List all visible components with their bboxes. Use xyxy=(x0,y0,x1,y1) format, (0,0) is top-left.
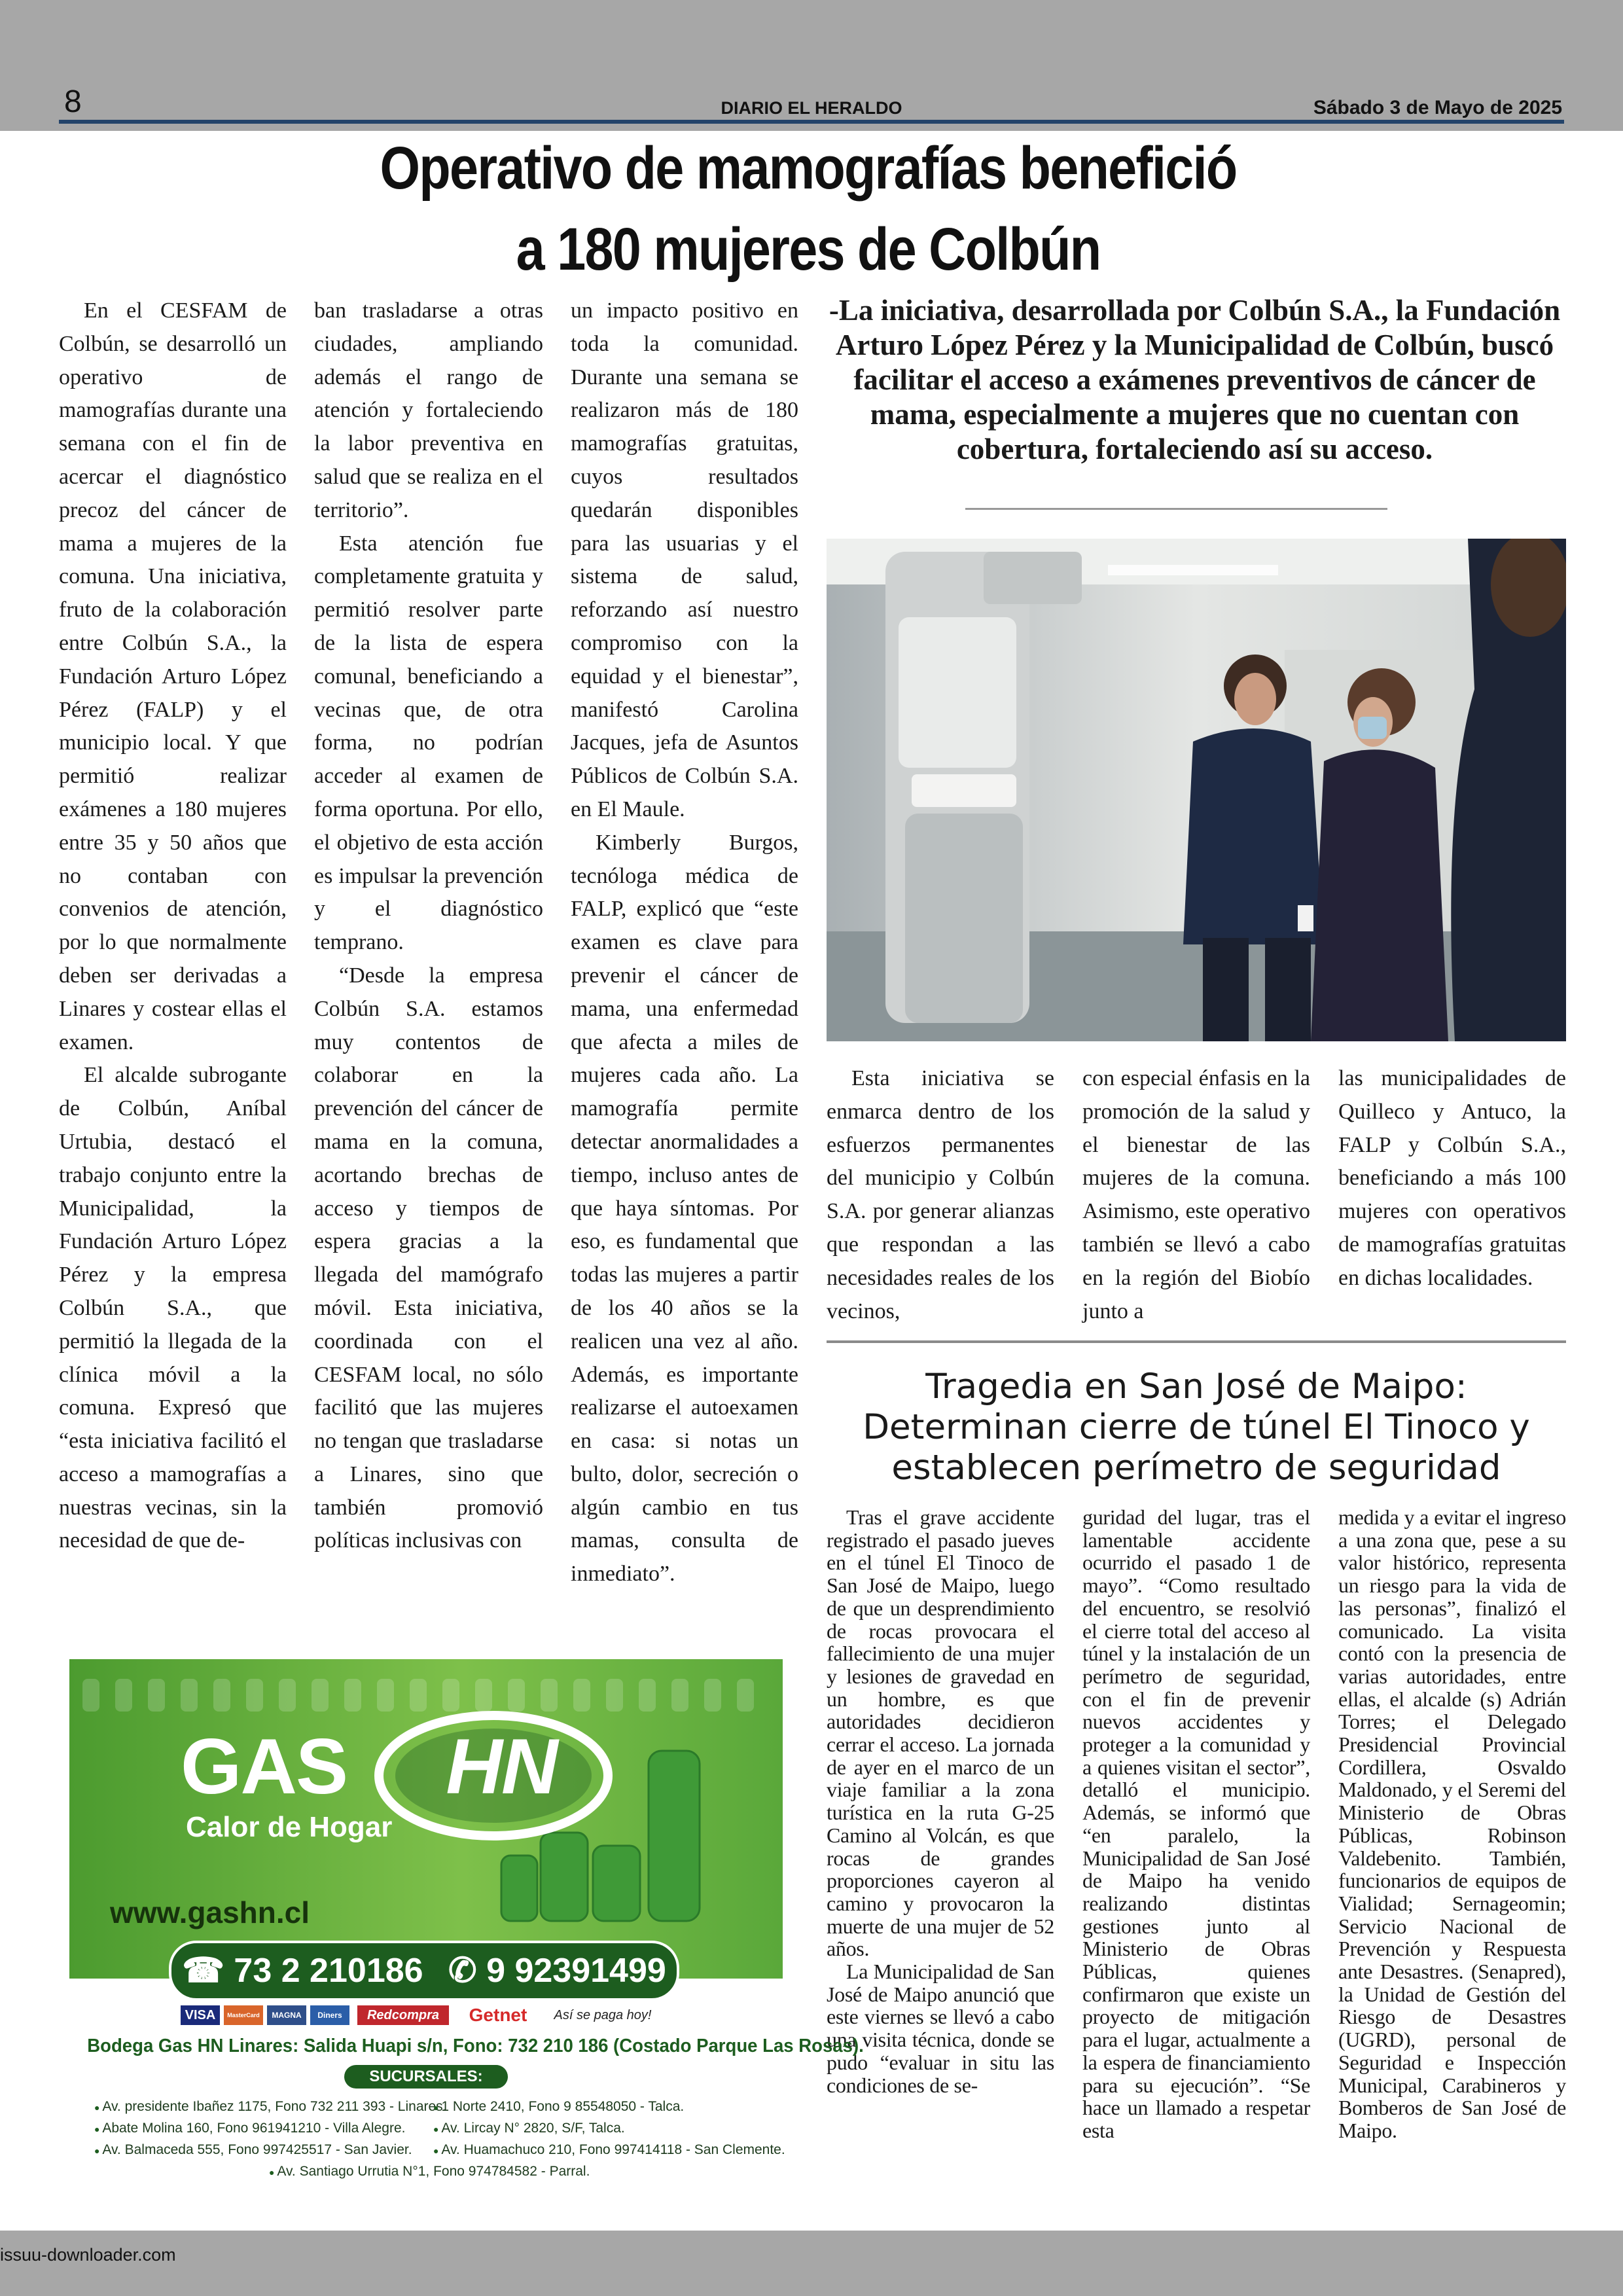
ad-tagline: Calor de Hogar xyxy=(186,1811,393,1843)
paragraph: Esta atención fue completamente gratuita y permitió resolver parte de la lista de espera comunal, beneficiando a vecinas que, de otra forma, no podrían acceder al examen de forma oportuna. Por ello, el objetivo de esta acción es impulsar la prevención y el diagnóstico temprano. xyxy=(314,531,543,955)
watermark-text[interactable]: issuu-downloader.com xyxy=(0,2245,176,2265)
ad-phone-numbers xyxy=(171,1943,677,1998)
gas-hn-advertisement[interactable] xyxy=(69,1659,864,2183)
subhead-rule xyxy=(965,508,1387,510)
branch-item: ● Av. Huamachuco 210, Fono 997414118 - San Clemente. xyxy=(433,2142,785,2158)
article-headline xyxy=(248,128,1368,290)
article-bottom-column-3 xyxy=(1338,1062,1566,1295)
paragraph: Tras el grave accidente registrado el pasado jueves en el túnel El Tinoco de San José de Maipo, luego de que un desprendimiento de rocas provocara el fallecimiento de una mujer y lesiones de gravedad en un hombre, es que autoridades decidieron cerrar el acceso. La jornada de ayer en el marco de un viaje familiar a la zona turística en la ruta G-25 Camino al Volcán, es que rocas de grandes proporciones cayeron al camino y provocaron la muerte de una mujer de 52 años. xyxy=(827,1505,1054,1961)
paragraph: un impacto positivo en toda la comunidad. Durante una semana se realizaron más de 180 mamografías gratuitas, cuyos resultados quedarán disponibles para las usuarias y el sistema de salud, reforzando así nuestro compromiso con la equidad y el bienestar”, manifestó Carolina Jacques, jefa de Asuntos Públicos de Colbún S.A. en El Maule. xyxy=(571,298,798,821)
newspaper-name: DIARIO EL HERALDO xyxy=(721,98,902,118)
ad-banner xyxy=(69,1659,783,1979)
paragraph: con especial énfasis en la promoción de la salud y el bienestar de las mujeres de la comuna. Asimismo, este operativo también se llevó a cabo en la región del Biobío junto a xyxy=(1082,1066,1310,1323)
brand-hn: HN xyxy=(446,1723,557,1810)
branch-item: ● Abate Molina 160, Fono 961941210 - Villa Alegre. xyxy=(94,2121,405,2136)
second-article-headline: Tragedia en San José de Maipo: Determinan cierre de túnel El Tinoco y establecen perímetro de seguridad xyxy=(863,1367,1530,1488)
header-rule xyxy=(59,120,1564,124)
mastercard-logo: MasterCard xyxy=(224,2005,263,2025)
ad-phone-2: 9 92391499 xyxy=(486,1952,666,1990)
ad-bodega-address: Bodega Gas HN Linares: Salida Huapi s/n, Fono: 732 210 186 (Costado Parque Las Rosas). xyxy=(87,2036,864,2056)
branch-item: ● 1 Norte 2410, Fono 9 85548050 - Talca. xyxy=(433,2099,684,2115)
bottom-margin xyxy=(0,2231,1623,2296)
section-divider xyxy=(827,1340,1566,1343)
article-subhead: -La iniciativa, desarrollada por Colbún S.A., la Fundación Arturo López Pérez y la Municipalidad de Colbún, buscó facilitar el acceso a exámenes preventivos de cáncer de mama, especialmente a mujeres que no cuentan con cobertura, fortaleciendo así su acceso. xyxy=(829,294,1561,465)
redcompra-logo: Redcompra xyxy=(357,2005,449,2025)
paragraph: Esta iniciativa se enmarca dentro de los esfuerzos permanentes del municipio y Colbún S.A. por generar alianzas que respondan a las necesidades reales de los vecinos, xyxy=(827,1066,1054,1323)
second-article-column-2 xyxy=(1082,1506,1310,2142)
headline-line-2: a 180 mujeres de Colbún xyxy=(516,216,1101,283)
paragraph: medida y a evitar el ingreso a una zona que, pese a su valor histórico, representa un riesgo para la vida de las personas”, finalizó el comunicado. La visita contó con la presencia de varias autoridades, entre ellas, el alcalde (s) Adrián Torres; el Delegado Presidencial Provincial Cordillera, Osvaldo Maldonado, y el Seremi del Ministerio de Obras Públicas, Robinson Valdebenito. También, funcionarios de equipos de Vialidad; Sernageomin; Servicio Nacional de Prevención y Respuesta ante Desastres. (Senapred), la Unidad de Gestión del Riesgo de Desastres (UGRD), personal de Seguridad e Inspección Municipal, Carabineros y Bomberos de San José de Maipo. xyxy=(1338,1505,1566,2142)
paragraph: Kimberly Burgos, tecnóloga médica de FALP, explicó que “este examen es clave para prevenir el cáncer de mama, una enfermedad que afecta a miles de mujeres cada año. La mamografía permite detectar anormalidades a tiempo, incluso antes de que haya síntomas. Por eso, es fundamental que todas las mujeres a partir de los 40 años se la realicen una vez al año. Además, es importante realizarse el autoexamen en casa: si notas un bulto, dolor, secreción o algún cambio en tus mamas, consulta de inmediato”. xyxy=(571,830,798,1587)
second-article-column-1 xyxy=(827,1506,1054,2096)
whatsapp-icon: ✆ xyxy=(448,1952,487,1990)
brand-gas: GAS xyxy=(181,1723,348,1810)
article-column-2 xyxy=(314,295,543,1558)
paragraph: El alcalde subrogante de Colbún, Aníbal Urtubia, destacó el trabajo conjunto entre la Municipalidad, la Fundación Arturo López Pérez y la empresa Colbún S.A., que permitió la llegada de la clínica móvil a la comuna. Expresó que “esta iniciativa facilitó el acceso a mamografías a nuestras vecinas, sin la necesidad de que de- xyxy=(59,1063,287,1553)
branch-item: ● Av. Balmaceda 555, Fono 997425517 - San Javier. xyxy=(94,2142,412,2158)
article-column-1 xyxy=(59,295,287,1558)
branch-item: ● Av. Santiago Urrutia N°1, Fono 974784582 - Parral. xyxy=(269,2164,590,2179)
diners-logo: Diners xyxy=(310,2005,349,2025)
paragraph: ban trasladarse a otras ciudades, ampliando además el rango de atención y fortaleciendo la labor preventiva en salud que se realiza en el territorio”. xyxy=(314,298,543,522)
phone-icon: ☎ xyxy=(182,1952,234,1990)
paragraph: las municipalidades de Quilleco y Antuco, la FALP y Colbún S.A., beneficiando a más 100 mujeres con operativos de mamografías gratuitas en dichas localidades. xyxy=(1338,1066,1566,1290)
branch-item: ● Av. Lircay N° 2820, S/F, Talca. xyxy=(433,2121,625,2136)
ad-phone-1: 73 2 210186 xyxy=(234,1952,423,1990)
second-article-column-3 xyxy=(1338,1506,1566,2142)
magna-logo: MAGNA xyxy=(267,2005,306,2025)
article-bottom-column-2 xyxy=(1082,1062,1310,1328)
issue-date: Sábado 3 de Mayo de 2025 xyxy=(1313,97,1562,118)
photo-illustration xyxy=(827,539,1566,1041)
paragraph: “Desde la empresa Colbún S.A. estamos muy contentos de colaborar en la prevención del cáncer de mama en la comuna, acortando brechas de acceso y tiempos de espera gracias a la llegada del mamógrafo móvil. Esta iniciativa, coordinada con el CESFAM local, no sólo facilitó que las mujeres no tengan que trasladarse a Linares, sino que también promovió políticas inclusivas con xyxy=(314,963,543,1553)
article-bottom-column-1 xyxy=(827,1062,1054,1328)
ad-slogan: Así se paga hoy! xyxy=(554,2008,652,2022)
ad-payment-methods xyxy=(181,2003,678,2029)
branch-item: ● Av. presidente Ibañez 1175, Fono 732 211 393 - Linares. xyxy=(94,2099,447,2115)
mammography-photo xyxy=(827,539,1566,1041)
paragraph: La Municipalidad de San José de Maipo anunció que este viernes se llevó a cabo una visita técnica, donde se pudo “evaluar in situ las condiciones de se- xyxy=(827,1960,1054,2097)
gas-cylinders-icon xyxy=(69,1659,783,1979)
page-number: 8 xyxy=(64,84,82,119)
paragraph: guridad del lugar, tras el lamentable accidente ocurrido el pasado 1 de mayo”. “Como resultado del encuentro, se resolvió el cierre total del acceso al túnel y la instalación de un perímetro de seguridad, con el fin de prevenir nuevos accidentes y proteger a la comunidad y a quienes visitan el sector”, detalló el municipio. Además, se informó que “en paralelo, la Municipalidad de San José de Maipo ha venido realizando distintas gestiones junto al Ministerio de Obras Públicas, quienes confirmaron que existe un proyecto de mitigación para el lugar, actualmente a la espera de financiamiento para su ejecución”. “Se hace un llamado a respetar esta xyxy=(1082,1505,1310,2142)
getnet-logo: Getnet xyxy=(469,2005,527,2025)
headline-line-1: Operativo de mamografías benefició xyxy=(380,135,1237,202)
article-column-3 xyxy=(571,295,798,1591)
ad-brand xyxy=(181,1721,557,1812)
ad-website-link[interactable]: www.gashn.cl xyxy=(110,1895,310,1929)
paragraph: En el CESFAM de Colbún, se desarrolló un operativo de mamografías durante una semana con el fin de acercar el diagnóstico precoz del cáncer de mama a mujeres de la comuna. Una iniciativa, fruto de la colaboración entre Colbún S.A., la Fundación Arturo López Pérez (FALP) y el municipio local. Y que permitió realizar exámenes a 180 mujeres entre 35 y 50 años que no contaban con convenios de atención, por lo que normalmente deben ser derivadas a Linares y costear ellas el examen. xyxy=(59,298,287,1054)
ad-phone-bar xyxy=(169,1941,679,2001)
visa-logo: VISA xyxy=(181,2005,220,2025)
ad-sucursales-label: SUCURSALES: xyxy=(344,2065,508,2089)
